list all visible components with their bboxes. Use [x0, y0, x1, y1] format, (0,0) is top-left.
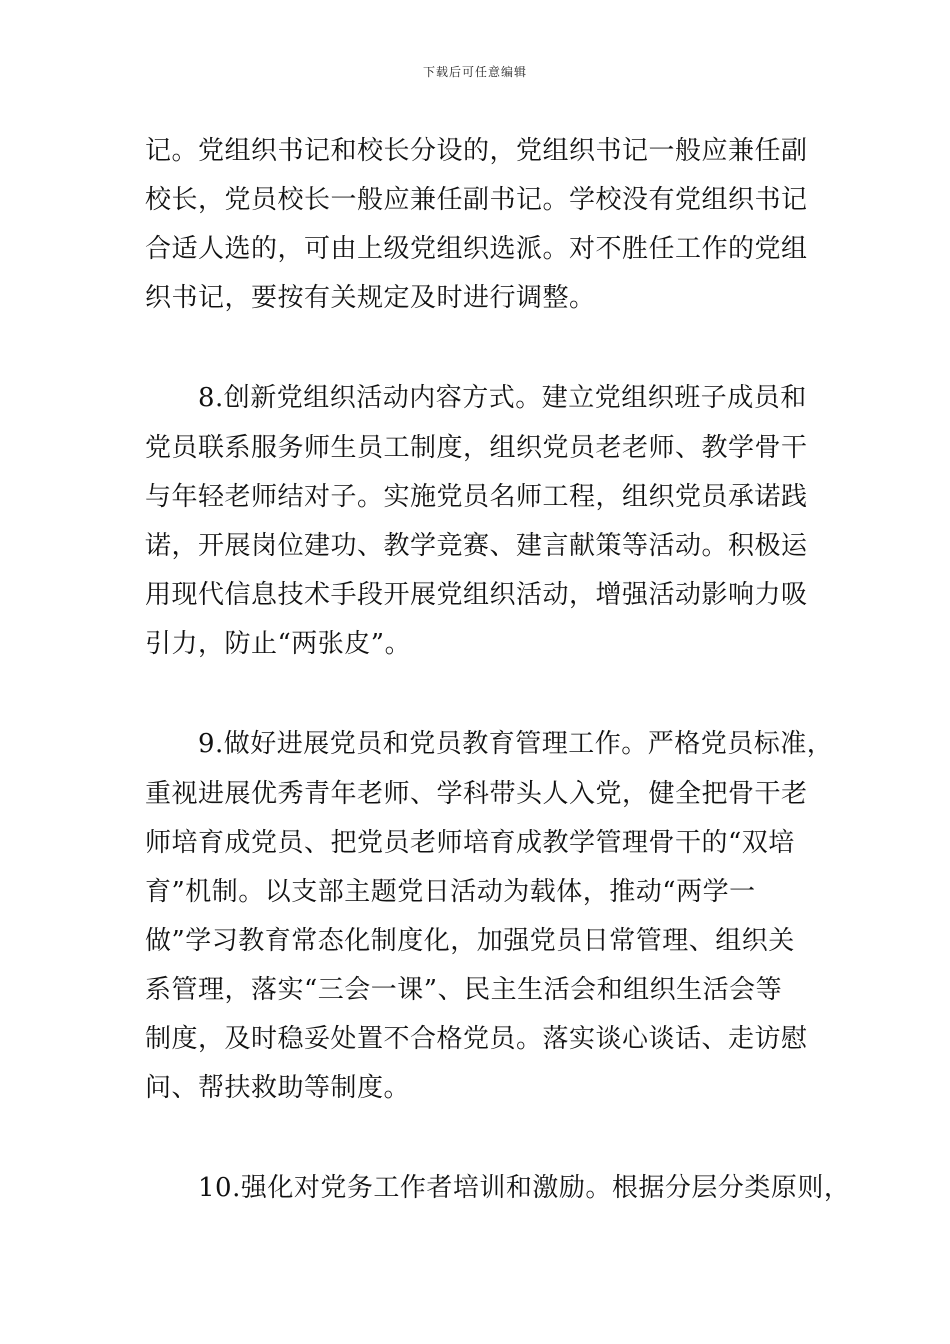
text-line: 制度，及时稳妥处置不合格党员。落实谈心谈话、走访慰 — [145, 1024, 808, 1054]
text-line: 党员联系服务师生员工制度，组织党员老老师、教学骨干 — [145, 433, 808, 463]
text-line: 育”机制。以支部主题党日活动为载体，推动“两学一 — [145, 877, 756, 907]
text-line: 合适人选的，可由上级党组织选派。对不胜任工作的党组 — [145, 234, 808, 264]
text-line: 记。党组织书记和校长分设的，党组织书记一般应兼任副 — [145, 136, 808, 166]
text-line: 10.强化对党务工作者培训和激励。根据分层分类原则， — [198, 1173, 851, 1203]
text-line: 织书记，要按有关规定及时进行调整。 — [145, 283, 596, 313]
text-line: 引力，防止“两张皮”。 — [145, 629, 412, 659]
text-line: 师培育成党员、把党员老师培育成教学管理骨干的“双培 — [145, 828, 795, 858]
text-line: 9.做好进展党员和党员教育管理工作。严格党员标准， — [198, 729, 834, 759]
text-line: 问、帮扶救助等制度。 — [145, 1073, 411, 1103]
text-line: 用现代信息技术手段开展党组织活动，增强活动影响力吸 — [145, 580, 808, 610]
text-line: 重视进展优秀青年老师、学科带头人入党，健全把骨干老 — [145, 779, 808, 809]
text-line: 校长，党员校长一般应兼任副书记。学校没有党组织书记 — [145, 185, 808, 215]
text-line: 诺，开展岗位建功、教学竞赛、建言献策等活动。积极运 — [145, 531, 808, 561]
text-line: 与年轻老师结对子。实施党员名师工程，组织党员承诺践 — [145, 482, 808, 512]
text-line: 系管理，落实“三会一课”、民主生活会和组织生活会等 — [145, 975, 783, 1005]
page-header: 下载后可任意编辑 — [422, 65, 527, 79]
text-line: 8.创新党组织活动内容方式。建立党组织班子成员和 — [198, 383, 807, 413]
text-line: 做”学习教育常态化制度化，加强党员日常管理、组织关 — [145, 926, 795, 956]
